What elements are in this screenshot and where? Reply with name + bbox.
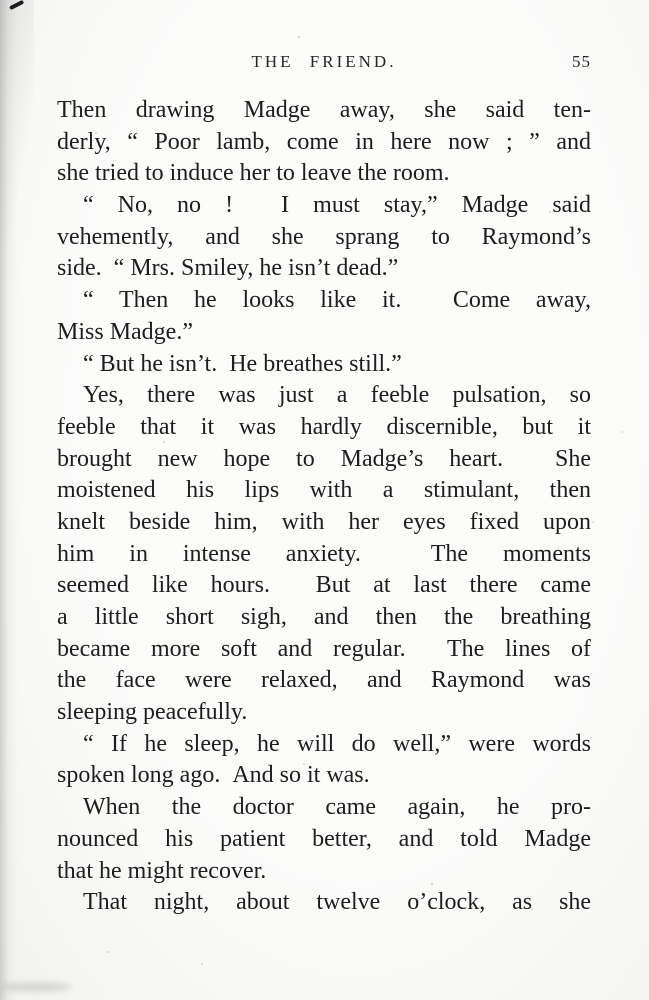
paragraph <box>57 887 591 919</box>
text-line: Yes, there was just a feeble pulsation, so <box>83 382 591 409</box>
text-line: became more soft and regular. The lines of <box>57 635 591 662</box>
text-line: When the doctor came again, he pro- <box>83 794 591 821</box>
text-line: brought new hope to Madge’s heart. She <box>57 445 591 472</box>
text-line: feeble that it was hardly discernible, but it <box>57 413 591 440</box>
text-line: the face were relaxed, and Raymond was <box>57 667 591 694</box>
page-number: 55 <box>572 52 591 71</box>
left-edge-shadow <box>0 0 18 1000</box>
text-line: that he might recover. <box>57 857 267 884</box>
text-line: nounced his patient better, and told Madge <box>57 825 591 852</box>
text-line: spoken long ago. And so it was. <box>57 762 370 789</box>
bottom-edge-smudge <box>2 982 72 992</box>
text-line: moistened his lips with a stimulant, then <box>57 477 591 504</box>
page-body <box>57 95 591 919</box>
text-line: Then drawing Madge away, she said ten- <box>57 97 591 123</box>
paragraph <box>57 792 591 887</box>
text-line: derly, “ Poor lamb, come in here now ; ” and <box>57 128 591 155</box>
text-line: knelt beside him, with her eyes fixed upon <box>57 508 591 535</box>
text-line: sleeping peacefully. <box>57 699 248 726</box>
text-line: a little short sigh, and then the breathing <box>57 604 591 630</box>
paragraph <box>57 729 591 792</box>
text-line: “ But he isn’t. He breathes still.” <box>83 350 402 377</box>
text-line: vehemently, and she sprang to Raymond’s <box>57 223 591 250</box>
text-line: side. “ Mrs. Smiley, he isn’t dead.” <box>57 255 399 282</box>
paragraph <box>57 349 591 381</box>
text-line: she tried to induce her to leave the room. <box>57 160 450 187</box>
text-line: Miss Madge.” <box>57 318 193 345</box>
text-line: him in intense anxiety. The moments <box>57 540 591 567</box>
text-line: “ No, no ! I must stay,” Madge said <box>83 192 591 219</box>
corner-ink-mark <box>9 0 24 10</box>
paragraph <box>57 95 591 190</box>
text-line: seemed like hours. But at last there came <box>57 572 591 599</box>
text-line: “ Then he looks like it. Come away, <box>83 287 591 314</box>
text-line: That night, about twelve o’clock, as she <box>83 889 591 916</box>
running-header <box>57 52 591 76</box>
paragraph <box>57 190 591 285</box>
page-title: THE FRIEND. <box>251 52 397 71</box>
text-line: “ If he sleep, he will do well,” were words <box>83 730 591 757</box>
paragraph <box>57 380 591 729</box>
left-edge-shadow-top <box>0 0 34 320</box>
paragraph <box>57 285 591 348</box>
paper-speckles <box>0 0 2 2</box>
